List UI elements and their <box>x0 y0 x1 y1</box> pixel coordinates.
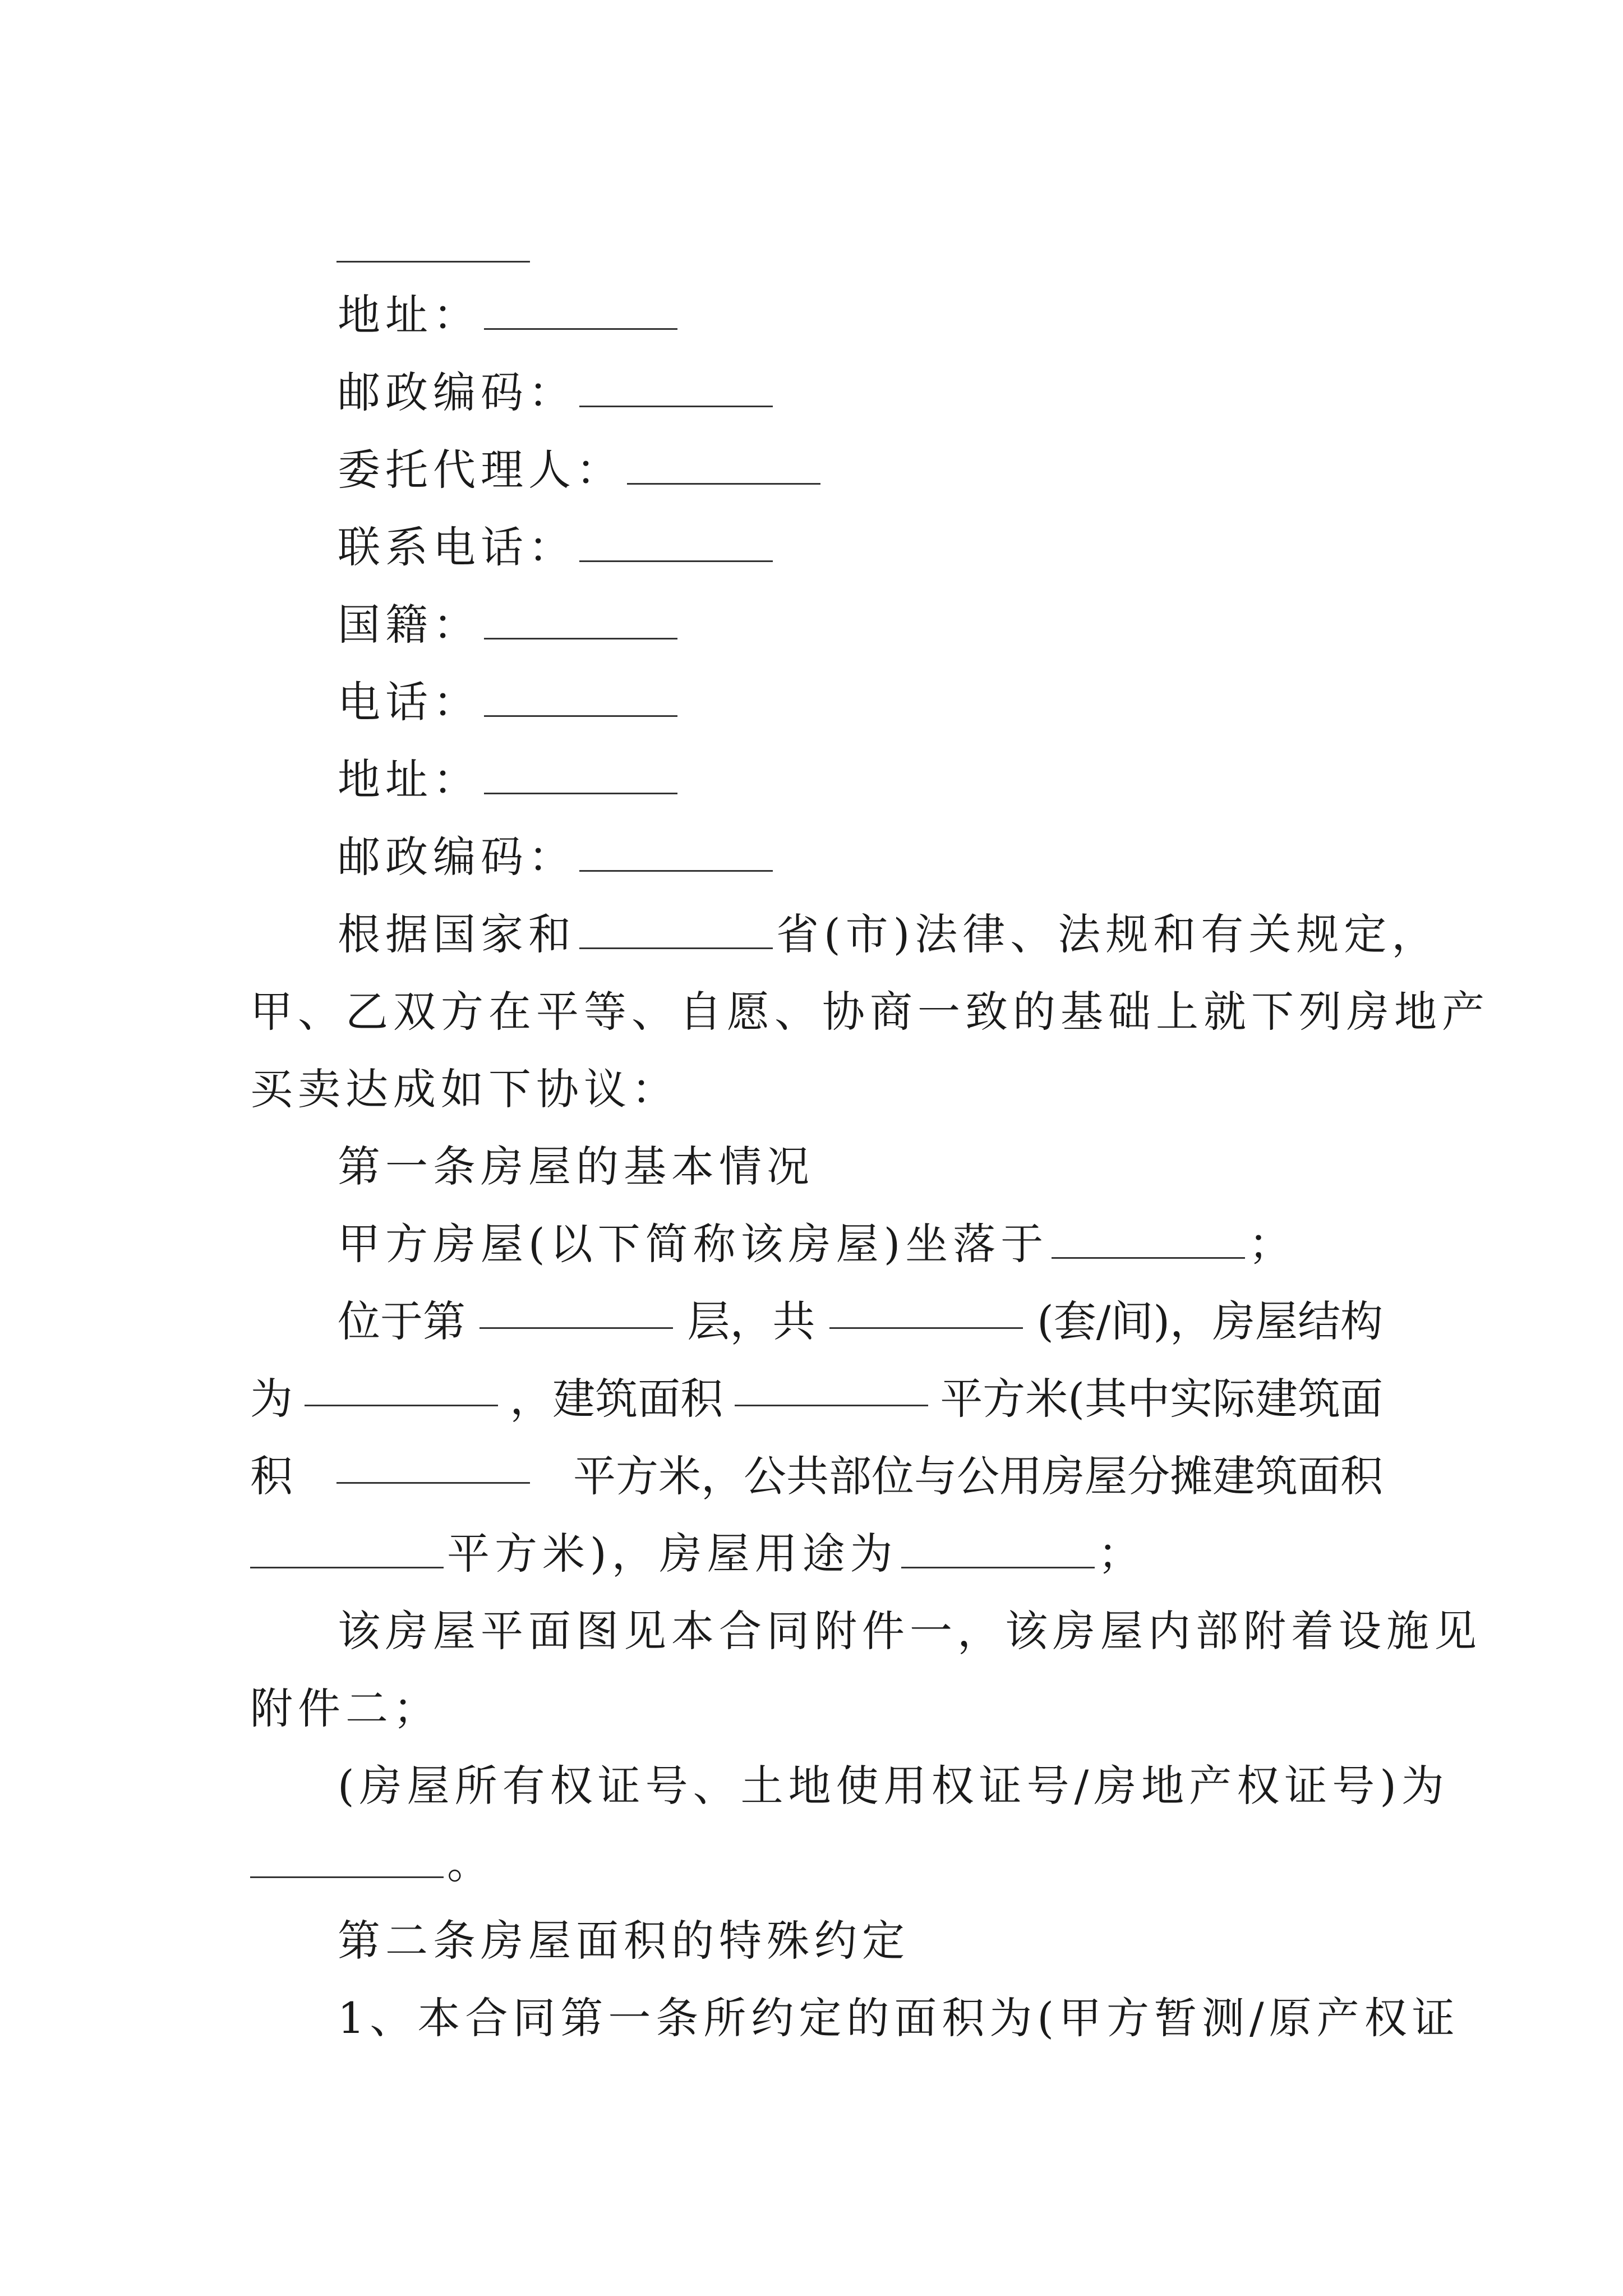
field-phone <box>250 674 1383 730</box>
field-label: 邮政编码： <box>338 367 576 417</box>
text: 甲、乙双方在平等、自愿、协商一致的基础上就下列房地产 <box>250 987 1490 1037</box>
heading: 第一条房屋的基本情况 <box>338 1142 814 1191</box>
blank-line <box>735 1371 928 1406</box>
text: 位于第 <box>338 1296 465 1346</box>
field-nationality <box>250 597 1383 653</box>
blank-line <box>579 914 773 949</box>
preamble-line-3 <box>250 1061 1383 1117</box>
blank-line <box>579 836 773 872</box>
blank-line <box>484 295 677 330</box>
text: ； <box>1248 1219 1297 1269</box>
field-address <box>250 287 1383 343</box>
field-postcode <box>250 365 1383 421</box>
text: (套/间)，房屋结构 <box>1037 1296 1383 1346</box>
text: 为 <box>250 1374 293 1424</box>
article-1-area <box>250 1448 1383 1504</box>
text: 平方米(其中实际建筑面 <box>940 1374 1383 1424</box>
blank-line <box>336 261 530 263</box>
article-1-plan-line-1 <box>250 1603 1482 1659</box>
text: 1、本合同第一条所约定的面积为(甲方暂测/原产权证 <box>338 1993 1460 2043</box>
text: (房屋所有权证号、土地使用权证号/房地产权证号)为 <box>338 1761 1449 1811</box>
text: 甲方房屋(以下简称该房屋)坐落于 <box>338 1219 1049 1269</box>
text: 买卖达成如下协议： <box>250 1064 679 1114</box>
text: 平方米，公共部位与公用房屋分摊建筑面积 <box>573 1451 1383 1501</box>
article-1-structure <box>250 1371 1383 1427</box>
text: 积 <box>250 1451 293 1501</box>
blank-line <box>479 1294 673 1329</box>
blank-line <box>250 1533 444 1568</box>
field-label: 联系电话： <box>338 522 576 572</box>
blank-line <box>305 1371 498 1406</box>
field-address-2 <box>250 752 1383 808</box>
field-label: 电话： <box>338 677 481 727</box>
field-label: 地址： <box>338 290 481 340</box>
text: 省(市)法律、法规和有关规定， <box>776 909 1440 959</box>
blank-line <box>484 682 677 717</box>
field-postcode-2 <box>250 829 1383 885</box>
blank-line <box>336 1448 530 1484</box>
article-1-location <box>250 1216 1383 1272</box>
blank-line <box>250 1843 444 1878</box>
article-2-title <box>250 1913 1383 1969</box>
blank-line <box>484 604 677 639</box>
blank-line <box>829 1294 1023 1329</box>
article-1-plan-line-2 <box>250 1681 1383 1737</box>
blank-line <box>627 449 820 485</box>
text: 层，共 <box>687 1296 815 1346</box>
text: 附件二； <box>250 1683 441 1733</box>
article-2-item-1 <box>250 1990 1460 2046</box>
preamble-line-1 <box>250 907 1440 963</box>
text: 平方米)，房屋用途为 <box>447 1529 898 1579</box>
text: 该房屋平面图见本合同附件一，该房屋内部附着设施见 <box>338 1606 1482 1656</box>
blank-line <box>1052 1223 1245 1259</box>
text: 根据国家和 <box>338 909 576 959</box>
field-contact-phone <box>250 519 1383 576</box>
blank-line <box>579 527 773 562</box>
blank-line <box>484 759 677 794</box>
text: 。 <box>447 1838 495 1888</box>
text: ； <box>1098 1529 1146 1579</box>
article-1-cert-line-2 <box>250 1835 1383 1892</box>
article-1-floor <box>250 1294 1383 1350</box>
field-label: 邮政编码： <box>338 832 576 882</box>
article-1-use <box>250 1526 1383 1582</box>
text: ，建筑面积 <box>510 1374 723 1424</box>
blank-line <box>579 372 773 407</box>
blank-line <box>901 1533 1095 1568</box>
field-label: 地址： <box>338 754 481 804</box>
heading: 第二条房屋面积的特殊约定 <box>338 1916 910 1966</box>
field-label: 国籍： <box>338 600 481 650</box>
field-label: 委托代理人： <box>338 445 624 495</box>
preamble-line-2 <box>250 984 1490 1040</box>
article-1-title <box>250 1139 1383 1195</box>
field-agent <box>250 442 1383 498</box>
article-1-cert-line-1 <box>250 1758 1449 1814</box>
